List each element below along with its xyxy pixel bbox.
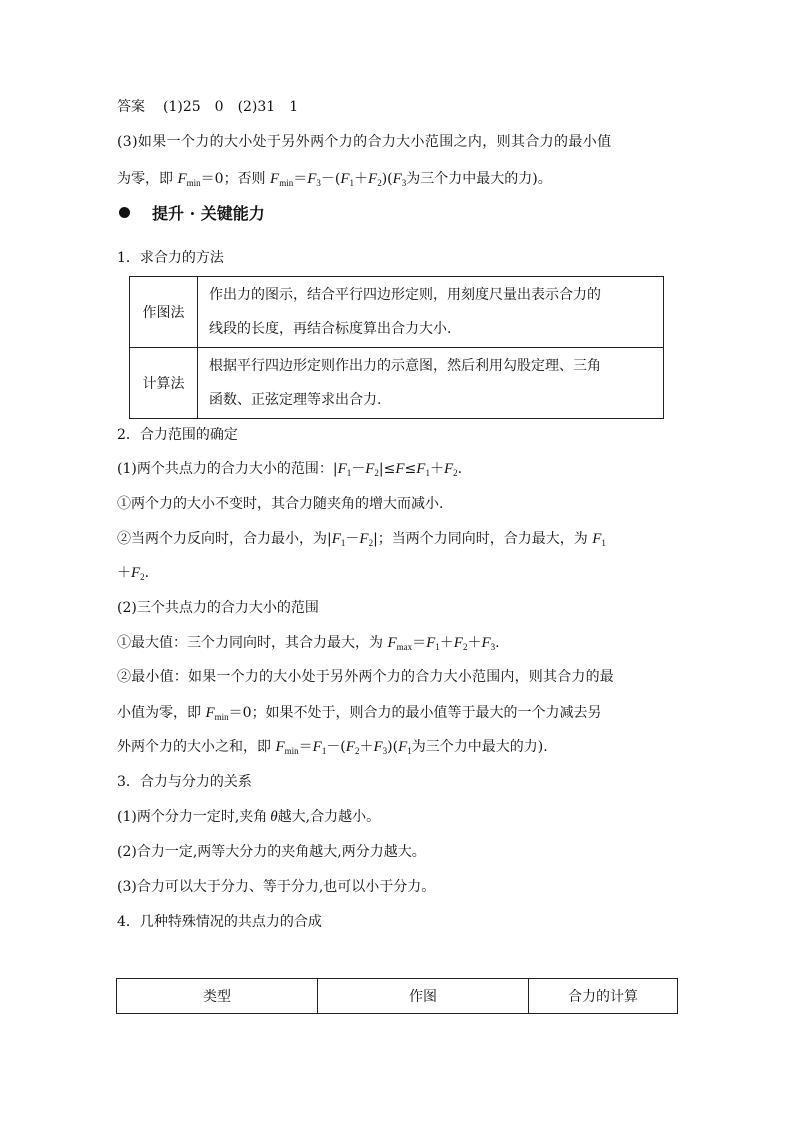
answer-line-2: (3)如果一个力的大小处于另外两个力的合力大小范围之内，则其合力的最小值 bbox=[117, 134, 612, 150]
method-label: 计算法 bbox=[130, 348, 198, 419]
item3-l1: (1)两个分力一定时,夹角 θ越大,合力越小。 bbox=[117, 809, 381, 825]
header-type: 类型 bbox=[117, 979, 318, 1014]
method-description: 根据平行四边形定则作出力的示意图，然后利用勾股定理、三角 函数、正弦定理等求出合力. bbox=[198, 348, 664, 419]
answer-label: 答案 bbox=[117, 99, 145, 115]
item2-m2-line2: 小值为零，即 $F_{min}=0$；如果不处于，则合力的最小值等于最大的一个力减去另 bbox=[117, 705, 602, 722]
section-heading bbox=[116, 204, 265, 225]
item2-p2: (2)三个共点力的合力大小的范围 bbox=[117, 600, 319, 616]
answer-line-1 bbox=[117, 97, 298, 117]
item2-c1: ①两个力的大小不变时，其合力随夹角的增大而减小. bbox=[117, 496, 444, 512]
table-header-row bbox=[117, 979, 678, 1014]
item2-title: 2．合力范围的确定 bbox=[117, 427, 238, 443]
header-calculation: 合力的计算 bbox=[529, 979, 678, 1014]
table-row bbox=[130, 277, 664, 348]
section-title: 提升 · 关键能力 bbox=[152, 204, 265, 223]
answer-line-3: 为零，即 $F_{min}=0$；否则 $F_{min}=F_3-(F_1+F_2)(F_3$为三个力中最大的力)。 bbox=[117, 171, 552, 188]
item2-c2-cont: $+F_2$. bbox=[117, 565, 150, 582]
method-description: 作出力的图示，结合平行四边形定则，用刻度尺量出表示合力的 线段的长度，再结合标度算出合力大小. bbox=[198, 277, 664, 348]
item3-title: 3．合力与分力的关系 bbox=[117, 774, 252, 790]
item3-l2: (2)合力一定,两等大分力的夹角越大,两分力越大。 bbox=[117, 844, 426, 860]
answer-part-2: (2)31 1 bbox=[237, 99, 299, 115]
item3-l3: (3)合力可以大于分力、等于分力,也可以小于分力。 bbox=[117, 879, 436, 895]
answer-part-1: (1)25 0 bbox=[163, 99, 224, 115]
item2-m2-line1: ②最小值：如果一个力的大小处于另外两个力的合力大小范围内，则其合力的最 bbox=[117, 669, 614, 685]
item2-m2-line3: 外两个力的大小之和，即 $F_{min}=F_1-(F_2+F_3)(F_1$为三个力中最大的力). bbox=[117, 739, 548, 756]
header-diagram: 作图 bbox=[318, 979, 529, 1014]
bullet-dot-icon bbox=[119, 207, 130, 218]
item4-title: 4．几种特殊情况的共点力的合成 bbox=[117, 914, 322, 930]
item2-m1: ①最大值：三个力同向时，其合力最大，为 $F_{max}=F_1+F_2+F_3$. bbox=[117, 635, 500, 652]
method-label: 作图法 bbox=[130, 277, 198, 348]
method-table bbox=[129, 276, 664, 419]
item1-title: 1．求合力的方法 bbox=[117, 250, 224, 266]
item2-c2: ②当两个力反向时，合力最小，为$|F_1-F_2|$；当两个力同向时，合力最大，为 $F_1$ bbox=[117, 531, 606, 548]
synthesis-table bbox=[116, 978, 678, 1014]
item2-p1: (1)两个共点力的合力大小的范围：$|F_1-F_2|\le F\le F_1+F_2$. bbox=[117, 461, 463, 478]
table-row bbox=[130, 348, 664, 419]
